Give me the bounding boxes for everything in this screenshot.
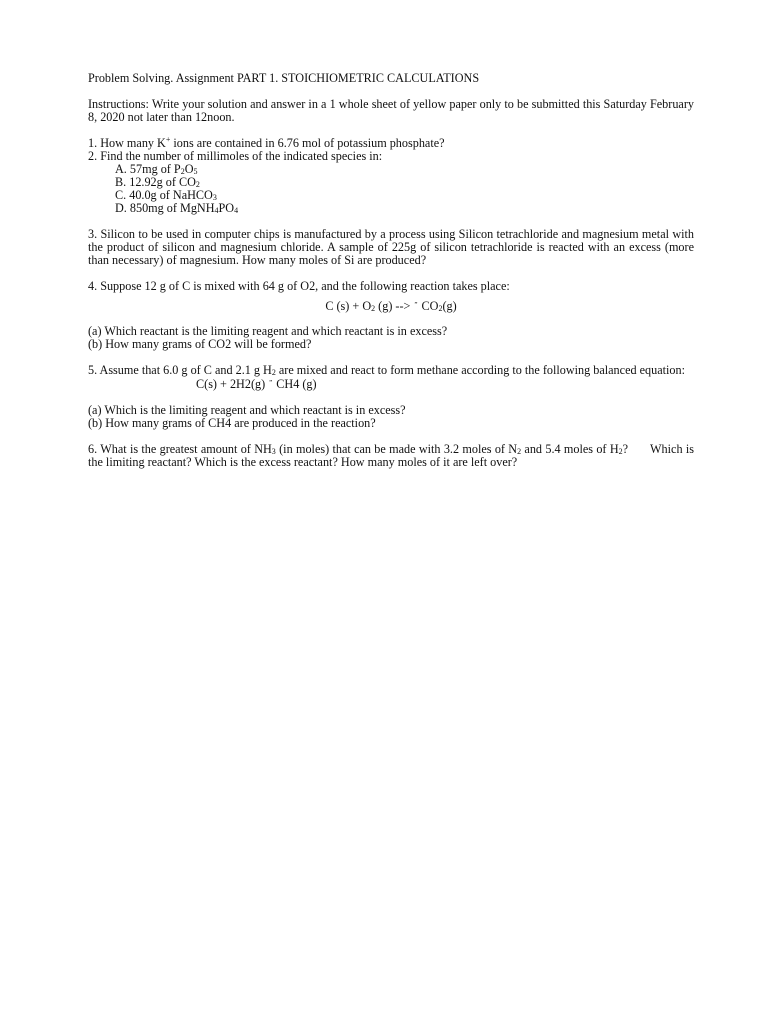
eq-arrow: (g) --> xyxy=(375,299,411,313)
option-c-text: C. 40.0g of NaHCO xyxy=(115,188,213,202)
question-5a: (a) Which is the limiting reagent and which reactant is in excess? xyxy=(88,403,406,417)
question-2-options xyxy=(88,163,694,215)
question-5-text-b: are mixed and react to form methane according to the following balanced equation: xyxy=(275,363,685,377)
question-6-sub-3: 2 xyxy=(618,447,623,456)
option-d xyxy=(115,202,694,215)
question-4b: (b) How many grams of CO2 will be formed? xyxy=(88,337,312,351)
question-2: 2. Find the number of millimoles of the indicated species in: xyxy=(88,149,383,163)
option-d-text-2: PO xyxy=(218,201,235,215)
question-5-equation xyxy=(88,377,694,391)
eq-right: CO xyxy=(421,299,439,313)
question-5b: (b) How many grams of CH4 are produced in the reaction? xyxy=(88,416,376,430)
option-b-text: B. 12.92g of CO xyxy=(115,175,196,189)
question-5-sub: 2 xyxy=(271,368,276,377)
question-5-text-a: 5. Assume that 6.0 g of C and 2.1 g H xyxy=(88,363,272,377)
question-5 xyxy=(88,364,694,377)
option-d-text: D. 850mg of MgNH xyxy=(115,201,215,215)
option-a-sub-1: 2 xyxy=(180,167,185,176)
eq5-arrow-mark: ” xyxy=(269,379,273,387)
option-b-sub: 2 xyxy=(195,180,200,189)
question-1-text-b: ions are contained in 6.76 mol of potassium phosphate? xyxy=(170,136,445,150)
option-d-sub-1: 4 xyxy=(214,206,219,215)
option-d-sub-2: 4 xyxy=(234,206,239,215)
instructions: Instructions: Write your solution and answer in a 1 whole sheet of yellow paper only to be submitted this Saturday February 8, 2020 not later than 12noon. xyxy=(88,97,694,124)
question-4a: (a) Which reactant is the limiting reagent and which reactant is in excess? xyxy=(88,324,448,338)
eq5-right: CH4 (g) xyxy=(276,377,317,391)
option-a-text-2: O xyxy=(184,162,194,176)
eq-o2-sub: 2 xyxy=(371,304,376,313)
question-1-text-a: 1. How many K xyxy=(88,136,166,150)
option-a xyxy=(115,163,694,176)
question-1-superscript: + xyxy=(165,135,171,144)
eq-arrow-mark: ” xyxy=(414,301,418,309)
option-a-text: A. 57mg of P xyxy=(115,162,181,176)
question-6-text-e: Which is the limiting reactant? Which is the excess reactant? How many moles of it are left over? xyxy=(88,442,694,469)
eq-left: C (s) + O xyxy=(325,299,372,313)
question-6-text-d: ? xyxy=(622,442,629,456)
question-6-text-a: 6. What is the greatest amount of NH xyxy=(88,442,272,456)
question-6-text-c: and 5.4 moles of H xyxy=(521,442,619,456)
eq-end: (g) xyxy=(442,299,457,313)
assignment-document xyxy=(88,72,694,469)
question-4-equation xyxy=(88,299,694,313)
eq-co2-sub: 2 xyxy=(438,304,443,313)
question-4: 4. Suppose 12 g of C is mixed with 64 g of O2, and the following reaction takes place: xyxy=(88,279,510,293)
document-title: Problem Solving. Assignment PART 1. STOICHIOMETRIC CALCULATIONS xyxy=(88,71,480,85)
option-c-sub: 3 xyxy=(212,193,217,202)
question-6-text-b: (in moles) that can be made with 3.2 moles of N xyxy=(275,442,518,456)
question-6 xyxy=(88,443,694,469)
eq5-left: C(s) + 2H2(g) xyxy=(196,377,266,391)
question-6-sub-2: 2 xyxy=(517,447,522,456)
question-3: 3. Silicon to be used in computer chips is manufactured by a process using Silicon tetrachloride and magnesium metal with the product of silicon and magnesium chloride. A sample of 225g of silicon tetrachloride is reacted with an excess (more than necessary) of magnesium. How many moles of Si are produced? xyxy=(88,227,694,267)
option-a-sub-2: 5 xyxy=(193,167,198,176)
question-6-sub-1: 3 xyxy=(271,447,276,456)
